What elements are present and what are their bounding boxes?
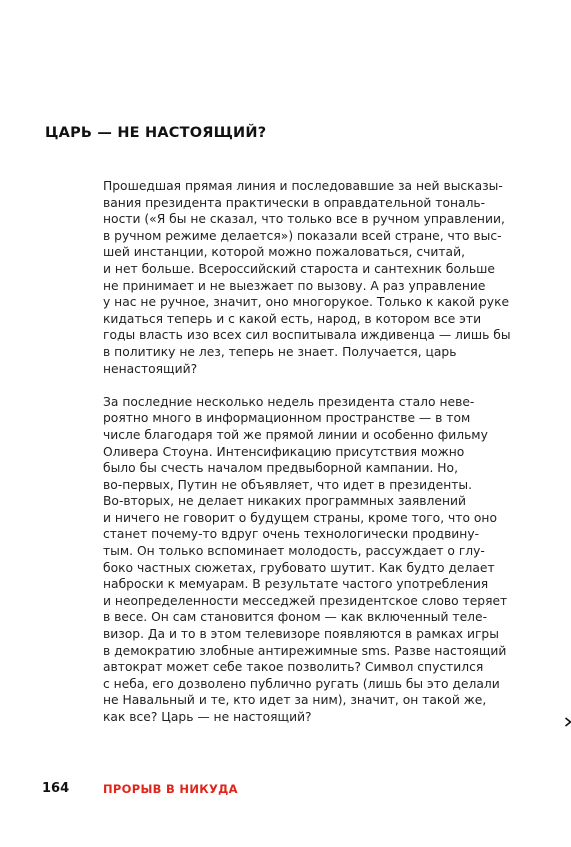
- paragraph-2: [103, 394, 543, 726]
- text-line: было бы счесть началом предвыборной кампании. Но,: [103, 461, 458, 476]
- text-line: станет почему-то вдруг очень технологически продвину-: [103, 527, 480, 542]
- text-line: За последние несколько недель президента стало неве-: [103, 394, 475, 409]
- running-title: ПРОРЫВ В НИКУДА: [103, 782, 238, 796]
- text-line: не Навальный и те, кто идет за ним), значит, он такой же,: [103, 693, 487, 708]
- paragraph-1: [103, 178, 543, 377]
- text-line: тым. Он только вспоминает молодость, рассуждает о глу-: [103, 544, 485, 559]
- text-line: во-первых, Путин не объявляет, что идет в президенты.: [103, 477, 473, 492]
- text-line: не принимает и не выезжает по вызову. А раз управление: [103, 278, 486, 293]
- text-line: и нет больше. Всероссийский староста и сантехник больше: [103, 261, 495, 276]
- text-line: ненастоящий?: [103, 361, 198, 376]
- text-line: кидаться теперь и с какой есть, народ, в котором все эти: [103, 311, 482, 326]
- text-line: боко частных сюжетах, грубовато шутит. Как будто делает: [103, 560, 495, 575]
- text-line: Во-вторых, не делает никаких программных заявлений: [103, 494, 466, 509]
- text-line: и ничего не говорит о будущем страны, кроме того, что оно: [103, 510, 497, 525]
- text-line: визор. Да и то в этом телевизоре появляются в рамках игры: [103, 627, 499, 642]
- text-line: с неба, его дозволено публично ругать (лишь бы это делали: [103, 676, 500, 691]
- text-line: вания президента практически в оправдательной тональ-: [103, 195, 486, 210]
- text-line: числе благодаря той же прямой линии и особенно фильму: [103, 427, 488, 442]
- text-line: наброски к мемуарам. В результате частого употребления: [103, 577, 489, 592]
- text-line: ности («Я бы не сказал, что только все в ручном управлении,: [103, 212, 505, 227]
- text-line: в политику не лез, теперь не знает. Получается, царь: [103, 344, 457, 359]
- text-line: в демократию злобные антирежимные sms. Разве настоящий: [103, 643, 507, 658]
- text-line: Оливера Стоуна. Интенсификацию присутствия можно: [103, 444, 465, 459]
- text-line: Прошедшая прямая линия и последовавшие за ней высказы-: [103, 179, 503, 193]
- text-line: роятно много в информационном пространстве — в том: [103, 411, 471, 426]
- text-line: у нас не ручное, значит, оно многорукое. Только к какой руке: [103, 295, 510, 310]
- text-line: как все? Царь — не настоящий?: [103, 710, 312, 724]
- article-body: [103, 178, 543, 726]
- page-edge-tab-icon: [565, 717, 571, 727]
- text-line: годы власть изо всех сил воспитывала иждивенца — лишь бы: [103, 328, 511, 343]
- text-line: в весе. Он сам становится фоном — как включенный теле-: [103, 610, 488, 625]
- page-number: 164: [42, 781, 70, 796]
- text-line: шей инстанции, которой можно пожаловаться, считай,: [103, 245, 465, 260]
- text-line: автократ может себе такое позволить? Символ спустился: [103, 660, 484, 675]
- text-line: и неопределенности месседжей президентское слово теряет: [103, 593, 508, 608]
- section-heading: ЦАРЬ — НЕ НАСТОЯЩИЙ?: [45, 125, 267, 141]
- text-line: в ручном режиме делается») показали всей стране, что выс-: [103, 228, 502, 243]
